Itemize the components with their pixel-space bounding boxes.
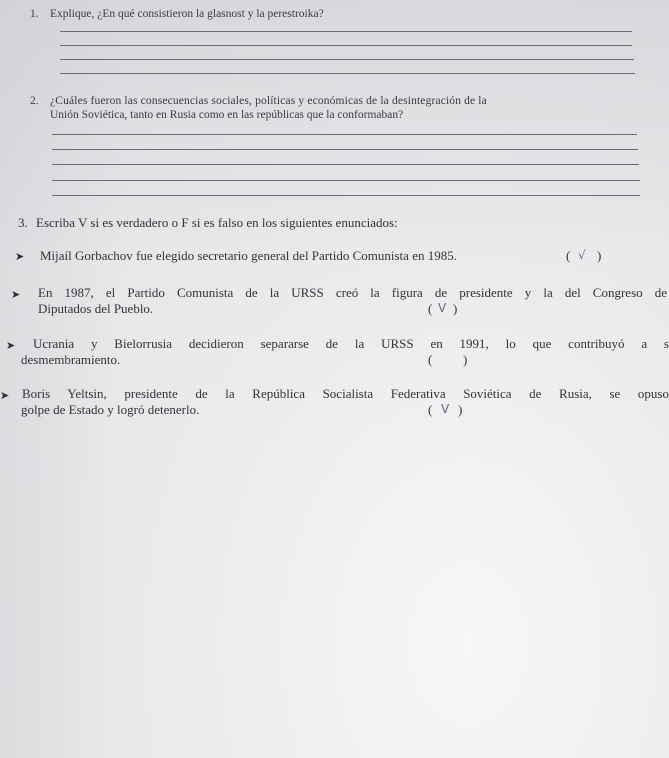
answer-line	[60, 73, 635, 74]
bullet-arrow-icon: ➤	[0, 389, 10, 402]
question-3-text: Escriba V si es verdadero o F si es falso en los siguientes enunciados:	[36, 215, 398, 230]
statement-1-open-paren: (	[566, 248, 571, 263]
question-1-text: Explique, ¿En qué consistieron la glasnost y la perestroika?	[50, 8, 324, 20]
statement-1-answer: √	[578, 248, 586, 262]
statement-2-close-paren: )	[453, 301, 458, 316]
question-2-line-1: ¿Cuáles fueron las consecuencias sociales, políticas y económicas de la desintegración de la	[50, 95, 487, 107]
statement-4-answer: V	[441, 402, 450, 416]
bullet-arrow-icon: ➤	[15, 250, 25, 263]
statement-3-line-2: desmembramiento.	[21, 352, 121, 367]
answer-line	[52, 149, 638, 150]
statement-3-line-1: Ucrania y Bielorrusia decidieron separarse de la URSS en 1991, lo que contribuyó a s	[33, 336, 669, 351]
statement-4-close-paren: )	[458, 402, 463, 417]
statement-2-line-1: En 1987, el Partido Comunista de la URSS creó la figura de presidente y la del Congreso de	[38, 285, 667, 300]
bullet-arrow-icon: ➤	[11, 288, 21, 301]
question-2-line-2: Unión Soviética, tanto en Rusia como en las repúblicas que la conformaban?	[50, 109, 404, 121]
statement-3-open-paren: (	[428, 352, 433, 367]
statement-1-close-paren: )	[597, 248, 602, 263]
question-1-number: 1.	[30, 8, 39, 20]
statement-2-open-paren: (	[428, 301, 433, 316]
answer-line	[52, 164, 639, 165]
answer-line	[52, 134, 637, 135]
answer-line	[52, 180, 640, 181]
answer-line	[60, 45, 632, 46]
answer-line	[52, 195, 640, 196]
statement-4-open-paren: (	[428, 402, 433, 417]
question-3-number: 3.	[18, 215, 28, 230]
answer-line	[60, 31, 632, 32]
question-2-number: 2.	[30, 95, 39, 107]
statement-3-close-paren: )	[463, 352, 468, 367]
statement-4-line-2: golpe de Estado y logró detenerlo.	[21, 402, 200, 417]
statement-4-line-1: Boris Yeltsin, presidente de la República Socialista Federativa Soviética de Rusia, se opuso	[22, 386, 669, 401]
statement-2-line-2: Diputados del Pueblo.	[38, 301, 154, 316]
answer-line	[60, 59, 634, 60]
bullet-arrow-icon: ➤	[6, 339, 16, 352]
statement-2-answer: V	[438, 301, 447, 315]
statement-1-text: Mijaíl Gorbachov fue elegido secretario general del Partido Comunista en 1985.	[40, 248, 457, 263]
